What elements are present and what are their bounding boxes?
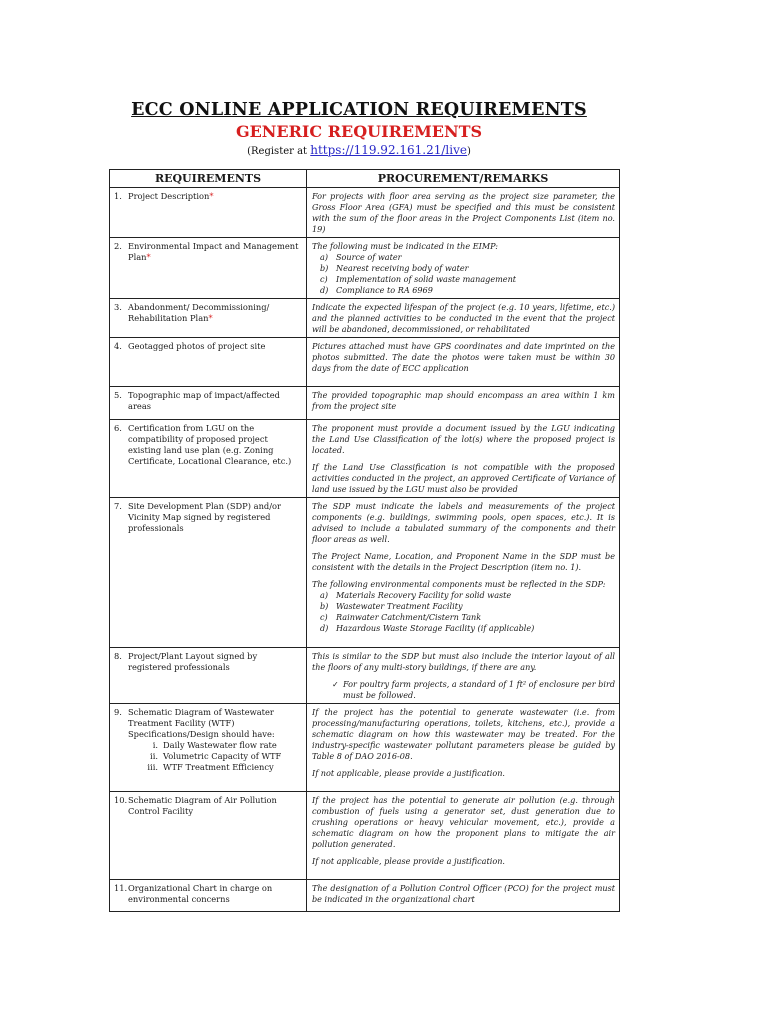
table-row xyxy=(110,498,620,648)
requirement-item xyxy=(114,883,302,905)
requirement-item xyxy=(114,501,302,534)
requirement-body xyxy=(128,423,302,467)
table-row xyxy=(110,880,620,912)
remarks-cell xyxy=(307,648,620,704)
document-title: ECC ONLINE APPLICATION REQUIREMENTS xyxy=(131,100,587,120)
checkmark-note xyxy=(312,679,615,701)
requirement-body xyxy=(128,390,302,412)
remarks-list-item xyxy=(312,274,615,285)
requirement-number: 8. xyxy=(114,651,122,661)
requirement-cell xyxy=(110,792,307,880)
remarks-cell xyxy=(307,338,620,387)
requirement-label: Abandonment/ Decommissioning/ Rehabilitation Plan xyxy=(128,302,270,323)
requirement-label: Project Description xyxy=(128,191,210,201)
remarks-cell xyxy=(307,792,620,880)
table-row xyxy=(110,387,620,420)
list-letter: d) xyxy=(320,623,329,633)
list-letter: a) xyxy=(320,252,328,262)
remarks-cell xyxy=(307,238,620,299)
remarks-paragraph: The provided topographic map should encompass an area within 1 km from the project site xyxy=(312,390,615,411)
requirement-number: 1. xyxy=(114,191,122,201)
table-row xyxy=(110,648,620,704)
requirement-item xyxy=(114,423,302,467)
remarks-paragraph: The Project Name, Location, and Proponent Name in the SDP must be consistent with the details in the Project Description (item no. 1). xyxy=(312,551,615,572)
requirement-item xyxy=(114,390,302,412)
requirement-label: Organizational Chart in charge on environmental concerns xyxy=(128,883,273,904)
requirement-body xyxy=(128,883,302,905)
requirement-number: 10. xyxy=(114,795,128,805)
list-text: Hazardous Waste Storage Facility (if applicable) xyxy=(336,623,535,633)
remarks-list-item xyxy=(312,263,615,274)
list-text: Materials Recovery Facility for solid waste xyxy=(336,590,512,600)
remarks-list-item xyxy=(312,285,615,296)
remarks-list xyxy=(312,252,615,296)
remarks-paragraph: The following environmental components must be reflected in the SDP: xyxy=(312,579,606,589)
requirement-body xyxy=(128,341,302,352)
requirement-subitem xyxy=(114,762,302,773)
list-letter: b) xyxy=(320,601,329,611)
remarks-cell xyxy=(307,498,620,648)
requirement-body xyxy=(128,241,302,263)
document-subtitle: GENERIC REQUIREMENTS xyxy=(235,122,483,141)
checkmark-icon: ✓ xyxy=(332,679,339,689)
requirement-cell xyxy=(110,387,307,420)
remarks-list-item xyxy=(312,590,615,601)
requirement-body xyxy=(128,302,302,324)
remarks-paragraph: Pictures attached must have GPS coordinates and date imprinted on the photos submitted. The date the photos were taken must be within 30 days from the date of ECC application xyxy=(312,341,615,373)
requirement-number: 2. xyxy=(114,241,122,251)
required-asterisk: * xyxy=(146,252,151,262)
remarks-cell xyxy=(307,188,620,238)
document-page xyxy=(94,100,624,910)
requirement-cell xyxy=(110,648,307,704)
subitem-numeral: ii. xyxy=(150,751,158,761)
remarks-paragraph: If not applicable, please provide a justification. xyxy=(312,856,506,866)
requirement-subitem xyxy=(114,751,302,762)
remarks-paragraph: If the project has the potential to generate air pollution (e.g. through combustion of fuels using a generator set, dust generation due to crushing operations or heavy vehicular movement, etc.), provide a schematic diagram on how the proponent plans to mitigate the air pollution generated. xyxy=(312,795,615,849)
required-asterisk: * xyxy=(209,191,214,201)
subitem-numeral: iii. xyxy=(147,762,158,772)
required-asterisk: * xyxy=(208,313,213,323)
requirement-body xyxy=(128,707,302,729)
requirement-item xyxy=(114,341,302,352)
register-link[interactable]: https://119.92.161.21/live xyxy=(310,143,467,157)
subitem-text: WTF Treatment Efficiency xyxy=(163,762,274,772)
requirement-body xyxy=(128,651,302,673)
register-prefix: (Register at xyxy=(247,146,311,157)
remarks-cell xyxy=(307,880,620,912)
remarks-cell xyxy=(307,420,620,498)
requirement-label: Schematic Diagram of Wastewater Treatment Facility (WTF) xyxy=(128,707,274,728)
checkmark-note-text: For poultry farm projects, a standard of 1 ft² of enclosure per bird must be followed. xyxy=(342,679,615,700)
remarks-paragraph: If the project has the potential to generate wastewater (i.e. from processing/manufacturing operations, toilets, kitchens, etc.), provide a schematic diagram on how this wastewater may be treated. For the industry-specific wastewater pollutant parameters please be guided by Table 8 of DAO 2016-08. xyxy=(312,707,615,761)
requirement-label: Environmental Impact and Management Plan xyxy=(128,241,299,262)
requirement-item xyxy=(114,241,302,263)
remarks-paragraph: If not applicable, please provide a justification. xyxy=(312,768,506,778)
requirements-table-body xyxy=(110,188,620,912)
table-row xyxy=(110,299,620,338)
remarks-paragraph: The following must be indicated in the EIMP: xyxy=(312,241,498,251)
requirement-cell xyxy=(110,299,307,338)
remarks-paragraph: The designation of a Pollution Control Officer (PCO) for the project must be indicated in the organizational chart xyxy=(312,883,615,904)
table-row xyxy=(110,704,620,792)
requirement-subitem xyxy=(114,740,302,751)
remarks-paragraph: This is similar to the SDP but must also include the interior layout of all the floors of any multi-story buildings, if there are any. xyxy=(312,651,615,672)
table-row xyxy=(110,188,620,238)
remarks-list-item xyxy=(312,623,615,634)
remarks-paragraph: For projects with floor area serving as the project size parameter, the Gross Floor Area (GFA) must be specified and this must be consistent with the sum of the floor areas in the Project Components List (item no. 19) xyxy=(312,191,615,234)
requirement-number: 5. xyxy=(114,390,122,400)
list-letter: c) xyxy=(320,274,328,284)
remarks-list-item xyxy=(312,252,615,263)
subitem-numeral: i. xyxy=(152,740,158,750)
table-row xyxy=(110,792,620,880)
requirement-body xyxy=(128,795,302,817)
list-text: Compliance to RA 6969 xyxy=(336,285,433,295)
requirement-cell xyxy=(110,188,307,238)
requirement-cell xyxy=(110,880,307,912)
requirement-number: 6. xyxy=(114,423,122,433)
requirement-label: Certification from LGU on the compatibility of proposed project existing land use plan (e.g. Zoning Certificate, Locational Clearance, etc.) xyxy=(128,423,292,466)
register-note xyxy=(94,143,624,157)
requirement-body xyxy=(128,191,302,202)
requirement-number: 3. xyxy=(114,302,122,312)
requirement-number: 9. xyxy=(114,707,122,717)
requirements-table xyxy=(109,169,620,912)
requirement-item xyxy=(114,707,302,729)
remarks-cell xyxy=(307,299,620,338)
remarks-paragraph: The SDP must indicate the labels and measurements of the project components (e.g. buildings, swimming pools, open spaces, etc.). It is advised to include a tabulated summary of the components and their floor areas as well. xyxy=(312,501,615,544)
remarks-paragraph: If the Land Use Classification is not compatible with the proposed activities conducted in the project, an approved Certificate of Variance of land use issued by the LGU must also be provided xyxy=(312,462,615,494)
requirement-label: Topographic map of impact/affected areas xyxy=(128,390,280,411)
remarks-list xyxy=(312,590,615,634)
requirement-item xyxy=(114,191,302,202)
list-letter: a) xyxy=(320,590,328,600)
list-text: Nearest receiving body of water xyxy=(336,263,469,273)
remarks-list-item xyxy=(312,601,615,612)
remarks-paragraph: The proponent must provide a document issued by the LGU indicating the Land Use Classification of the lot(s) where the proposed project is located. xyxy=(312,423,615,455)
requirement-cell xyxy=(110,498,307,648)
list-letter: b) xyxy=(320,263,329,273)
table-row xyxy=(110,238,620,299)
requirement-body xyxy=(128,501,302,534)
remarks-list-item xyxy=(312,612,615,623)
column-header-requirements: REQUIREMENTS xyxy=(110,170,307,188)
table-row xyxy=(110,338,620,387)
requirement-number: 7. xyxy=(114,501,122,511)
subitem-text: Volumetric Capacity of WTF xyxy=(163,751,282,761)
column-header-remarks: PROCUREMENT/REMARKS xyxy=(307,170,620,188)
requirement-label: Site Development Plan (SDP) and/or Vicinity Map signed by registered professionals xyxy=(128,501,281,533)
requirement-cell xyxy=(110,704,307,792)
requirement-label: Geotagged photos of project site xyxy=(128,341,266,351)
requirement-cell xyxy=(110,238,307,299)
table-header-row xyxy=(110,170,620,188)
requirement-item xyxy=(114,795,302,817)
list-letter: c) xyxy=(320,612,328,622)
requirement-number: 11. xyxy=(114,883,128,893)
list-text: Source of water xyxy=(336,252,402,262)
remarks-cell xyxy=(307,387,620,420)
requirement-item xyxy=(114,651,302,673)
requirement-number: 4. xyxy=(114,341,122,351)
requirement-cell xyxy=(110,338,307,387)
list-text: Wastewater Treatment Facility xyxy=(336,601,463,611)
requirement-label: Project/Plant Layout signed by registered professionals xyxy=(128,651,258,672)
table-row xyxy=(110,420,620,498)
list-letter: d) xyxy=(320,285,329,295)
remarks-paragraph: Indicate the expected lifespan of the project (e.g. 10 years, lifetime, etc.) and the planned activities to be conducted in the event that the project will be abandoned, decommissioned, or rehabilitated xyxy=(312,302,615,334)
list-text: Implementation of solid waste management xyxy=(336,274,517,284)
list-text: Rainwater Catchment/Cistern Tank xyxy=(336,612,482,622)
subitem-text: Daily Wastewater flow rate xyxy=(163,740,277,750)
register-suffix: ) xyxy=(466,146,471,157)
requirement-cell xyxy=(110,420,307,498)
remarks-cell xyxy=(307,704,620,792)
requirement-label: Schematic Diagram of Air Pollution Control Facility xyxy=(128,795,277,816)
requirement-sublabel: Specifications/Design should have: xyxy=(128,729,275,739)
requirement-item xyxy=(114,302,302,324)
